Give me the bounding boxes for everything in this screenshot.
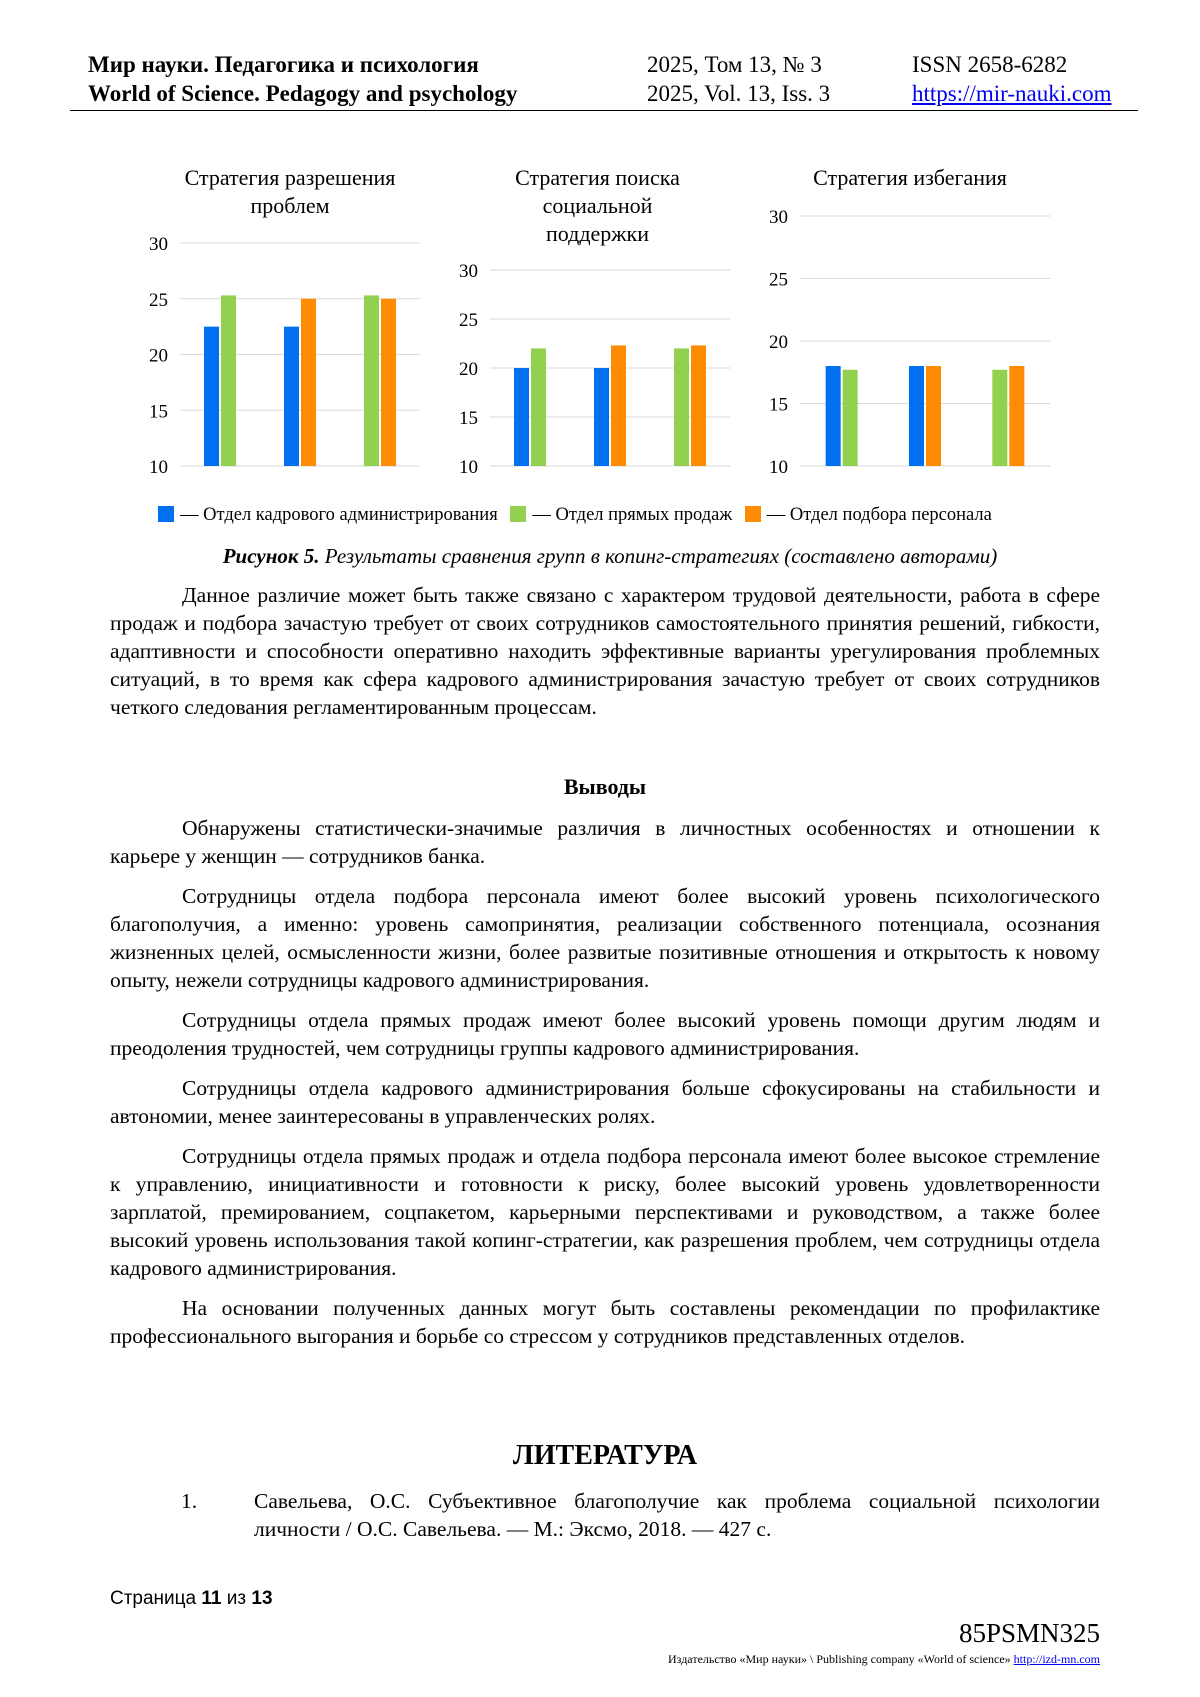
paragraph: Сотрудницы отдела кадрового администрирования больше сфокусированы на стабильности и автономии, менее заинтересованы в управленческих ролях. <box>110 1076 1100 1128</box>
chart-avoidance <box>760 160 1060 480</box>
y-tick-label: 15 <box>149 401 168 423</box>
bar <box>611 345 626 466</box>
legend-item-recruitment <box>745 505 992 525</box>
publisher-line <box>668 1652 1100 1667</box>
y-tick-label: 20 <box>149 345 168 367</box>
chart-title-line: Стратегия разрешения <box>184 165 396 190</box>
issue-info <box>647 50 830 108</box>
chart-title <box>760 164 1060 192</box>
section-heading: Выводы <box>563 774 647 799</box>
chart-problem-solving <box>140 160 440 480</box>
bar <box>926 366 941 466</box>
chart-plot <box>760 160 1060 480</box>
references-heading: ЛИТЕРАТУРА <box>512 1440 698 1471</box>
y-tick-label: 25 <box>769 269 788 291</box>
bar <box>674 348 689 466</box>
bar <box>594 368 609 466</box>
chart-title-line: проблем <box>250 193 330 218</box>
bar <box>301 299 316 466</box>
chart-title-line: Стратегия избегания <box>813 165 1007 190</box>
chart-legend <box>158 503 1000 527</box>
page-separator: из <box>221 1588 252 1609</box>
bar <box>284 327 299 466</box>
y-tick-label: 25 <box>459 310 478 331</box>
reference-item: Савельева, О.С. Субъективное благополучие как проблема социальной психологии личности / О.С. Савельева. — М.: Эксмо, 2018. — 427 с. <box>254 1489 1100 1541</box>
header-divider <box>70 110 1138 111</box>
figure-label: Рисунок 5. <box>222 544 320 568</box>
reference-number: 1. <box>181 1489 198 1513</box>
legend-item-direct-sales <box>510 505 732 525</box>
legend-swatch-blue <box>158 506 174 522</box>
bar <box>826 366 841 466</box>
legend-swatch-green <box>510 506 526 522</box>
bar <box>514 368 529 466</box>
chart-title-line: поддержки <box>546 221 649 246</box>
bar <box>531 348 546 466</box>
chart-title-line: социальной <box>542 193 653 218</box>
y-tick-label: 30 <box>769 207 788 228</box>
issn-block <box>912 50 1112 108</box>
page-current: 11 <box>201 1588 222 1609</box>
bar <box>1009 366 1024 466</box>
figure-caption <box>110 542 1110 570</box>
page-number <box>110 1588 273 1610</box>
chart-social-support <box>450 160 745 480</box>
page-total: 13 <box>251 1588 273 1609</box>
paragraph: Сотрудницы отдела подбора персонала имеют более высокий уровень психологического благополучия, а именно: уровень самопринятия, реализации собственного потенциала, осознания жизненных целей, осмысленности жизни, более развитые позитивные отношения и открытость к новому опыту, нежели сотрудницы кадрового администрирования. <box>110 884 1100 992</box>
y-tick-label: 10 <box>149 457 168 478</box>
bar <box>364 295 379 466</box>
article-code: 85PSMN325 <box>958 1618 1100 1648</box>
paragraph: Данное различие может быть также связано с характером трудовой деятельности, работа в сфере продаж и подбора зачастую требует от своих сотрудников самостоятельного принятия решений, гибкости, адаптивности и способности оперативно находить эффективные варианты урегулирования проблемных ситуаций, в то время как сфера кадрового администрирования зачастую требует от своих сотрудников четкого следования регламентированным процессам. <box>110 583 1100 719</box>
bar <box>221 295 236 466</box>
paragraph: На основании полученных данных могут быть составлены рекомендации по профилактике профессионального выгорания и борьбе со стрессом у сотрудников представленных отделов. <box>110 1296 1100 1348</box>
legend-label: — Отдел прямых продаж <box>532 505 733 525</box>
issn: ISSN 2658-6282 <box>912 52 1068 77</box>
bar <box>691 345 706 466</box>
journal-title-en: World of Science. Pedagogy and psychology <box>88 81 518 106</box>
y-tick-label: 20 <box>769 332 788 353</box>
issue-ru: 2025, Том 13, № 3 <box>647 52 822 77</box>
page-prefix: Страница <box>110 1588 202 1609</box>
paragraph: Сотрудницы отдела прямых продаж и отдела подбора персонала имеют более высокое стремление к управлению, инициативности и готовности к риску, более высокий уровень удовлетворенности зарплатой, премированием, соцпакетом, карьерными перспективами и руководством, а также более высокий уровень использования такой копинг-стратегии, как разрешения проблем, чем сотрудницы отдела кадрового администрирования. <box>110 1144 1100 1280</box>
chart-title <box>450 164 745 248</box>
y-tick-label: 30 <box>149 234 168 255</box>
figure-caption-text: Результаты сравнения групп в копинг-стратегиях (составлено авторами) <box>319 544 998 568</box>
y-tick-label: 10 <box>769 457 788 478</box>
chart-title <box>140 164 440 220</box>
y-tick-label: 15 <box>459 408 478 429</box>
y-tick-label: 10 <box>459 457 478 478</box>
journal-url-link[interactable]: https://mir-nauki.com <box>912 81 1112 106</box>
chart-title-line: Стратегия поиска <box>515 165 680 190</box>
publisher-link[interactable]: http://izd-mn.com <box>1013 1652 1100 1666</box>
journal-title-ru: Мир науки. Педагогика и психология <box>88 52 479 77</box>
bar <box>843 370 858 466</box>
bar <box>381 299 396 466</box>
bar <box>992 370 1007 466</box>
journal-title <box>88 50 517 108</box>
y-tick-label: 15 <box>769 394 788 416</box>
issue-en: 2025, Vol. 13, Iss. 3 <box>647 81 831 106</box>
bar <box>204 327 219 466</box>
bar <box>909 366 924 466</box>
publisher-text: Издательство «Мир науки» \ Publishing company «World of science» <box>668 1652 1014 1666</box>
legend-swatch-orange <box>745 506 761 522</box>
y-tick-label: 20 <box>459 359 478 380</box>
y-tick-label: 30 <box>459 261 478 282</box>
legend-label: — Отдел кадрового администрирования <box>180 505 498 525</box>
paragraph: Сотрудницы отдела прямых продаж имеют более высокий уровень помощи другим людям и преодоления трудностей, чем сотрудницы группы кадрового администрирования. <box>110 1008 1100 1060</box>
legend-label: — Отдел подбора персонала <box>766 505 992 525</box>
y-tick-label: 25 <box>149 289 168 311</box>
legend-item-hr-admin <box>158 505 498 525</box>
paragraph: Обнаружены статистически-значимые различия в личностных особенностях и отношении к карьере у женщин — сотрудников банка. <box>110 816 1100 868</box>
